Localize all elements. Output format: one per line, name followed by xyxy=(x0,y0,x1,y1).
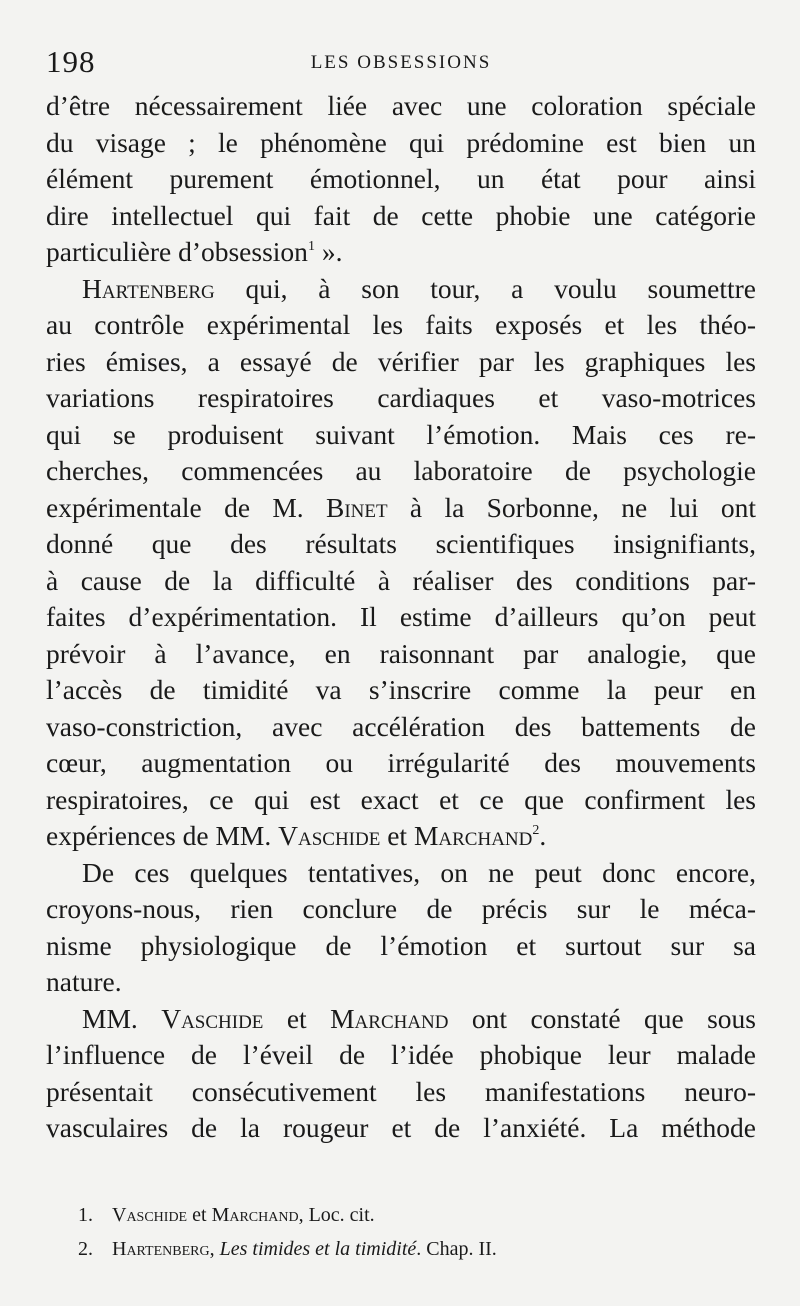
text-line: présentait consécutivement les manifestations neuro- xyxy=(46,1075,756,1107)
running-title: LES OBSESSIONS xyxy=(310,52,492,73)
running-head xyxy=(46,44,756,84)
body-text xyxy=(46,88,756,1147)
text-fragment: , Loc. cit. xyxy=(298,1204,375,1226)
text-fragment: MM. xyxy=(82,1002,162,1034)
text-line: donné que des résultats scientifiques insignifiants, xyxy=(46,528,756,559)
text-line: ries émises, a essayé de vérifier par les graphiques les xyxy=(46,345,756,377)
footnote-number: 2. xyxy=(78,1238,93,1260)
text-line: élément purement émotionnel, un état pour ainsi xyxy=(46,163,756,194)
author-name: Binet xyxy=(326,491,388,523)
text-line xyxy=(46,1001,756,1038)
text-line: faites d’expérimentation. Il estime d’ailleurs qu’on peut xyxy=(46,601,756,632)
author-name: Hartenberg xyxy=(82,272,215,304)
page-number: 198 xyxy=(46,44,96,79)
text-line: l’accès de timidité va s’inscrire comme la peur en xyxy=(46,674,756,705)
text-fragment: . Chap. II. xyxy=(416,1238,497,1260)
text-line: du visage ; le phénomène qui prédomine est bien un xyxy=(46,126,756,158)
text-fragment: expérimentale de M. xyxy=(46,491,326,523)
text-fragment: qui, à son tour, a voulu soumettre xyxy=(214,272,756,304)
footnote-1 xyxy=(78,1198,758,1232)
author-name: Marchand xyxy=(211,1204,299,1226)
text-line: qui se produisent suivant l’émotion. Mais ces re- xyxy=(46,418,756,450)
text-line: respiratoires, ce qui est exact et ce que confirment les xyxy=(46,783,756,815)
footnote-2 xyxy=(78,1232,758,1266)
text-line: vasculaires de la rougeur et de l’anxiété. La méthode xyxy=(46,1112,756,1143)
text-line: variations respiratoires cardiaques et vaso-motrices xyxy=(46,382,756,413)
text-line: au contrôle expérimental les faits exposés et les théo- xyxy=(46,309,756,340)
text-line: dire intellectuel qui fait de cette phobie une catégorie xyxy=(46,199,756,231)
text-line xyxy=(46,234,756,271)
text-fragment: et xyxy=(380,820,414,851)
author-name: Vaschide xyxy=(161,1002,264,1034)
text-line: prévoir à l’avance, en raisonnant par analogie, que xyxy=(46,637,756,669)
text-fragment: et xyxy=(263,1002,331,1034)
text-fragment: , xyxy=(209,1238,220,1260)
text-line xyxy=(46,490,756,527)
text-fragment: à la Sorbonne, ne lui ont xyxy=(387,491,756,523)
text-fragment: expériences de MM. xyxy=(46,820,279,851)
text-line: vaso-constriction, avec accélération des battements de xyxy=(46,710,756,742)
text-line xyxy=(46,271,756,308)
text-fragment: ont constaté que sous xyxy=(448,1002,757,1034)
text-fragment: ». xyxy=(314,236,343,267)
text-line: cherches, commencées au laboratoire de psychologie xyxy=(46,455,756,486)
text-line: à cause de la difficulté à réaliser des conditions par- xyxy=(46,564,756,596)
text-line: nature. xyxy=(46,966,122,997)
text-fragment: . xyxy=(539,820,547,851)
author-name: Vaschide xyxy=(278,820,381,851)
footnotes xyxy=(78,1198,758,1266)
text-line: l’influence de l’éveil de l’idée phobique leur malade xyxy=(46,1039,756,1070)
author-name: Marchand xyxy=(413,820,533,851)
footnote-ref: 1 xyxy=(307,239,315,254)
text-line: nisme physiologique de l’émotion et surtout sur sa xyxy=(46,929,756,961)
author-name: Vaschide xyxy=(112,1204,188,1226)
text-line xyxy=(46,818,756,855)
text-line: cœur, augmentation ou irrégularité des mouvements xyxy=(46,747,756,778)
author-name: Hartenberg xyxy=(112,1238,210,1260)
footnote-number: 1. xyxy=(78,1204,93,1226)
text-fragment: particulière d’obsession xyxy=(46,236,308,267)
text-line: d’être nécessairement liée avec une coloration spéciale xyxy=(46,90,756,121)
author-name: Marchand xyxy=(330,1002,449,1034)
footnote-ref: 2 xyxy=(532,823,540,838)
book-title: Les timides et la timidité xyxy=(219,1238,417,1260)
text-line: croyons-nous, rien conclure de précis sur le méca- xyxy=(46,893,756,924)
text-line: De ces quelques tentatives, on ne peut donc encore, xyxy=(82,856,756,888)
text-fragment: et xyxy=(187,1204,212,1226)
